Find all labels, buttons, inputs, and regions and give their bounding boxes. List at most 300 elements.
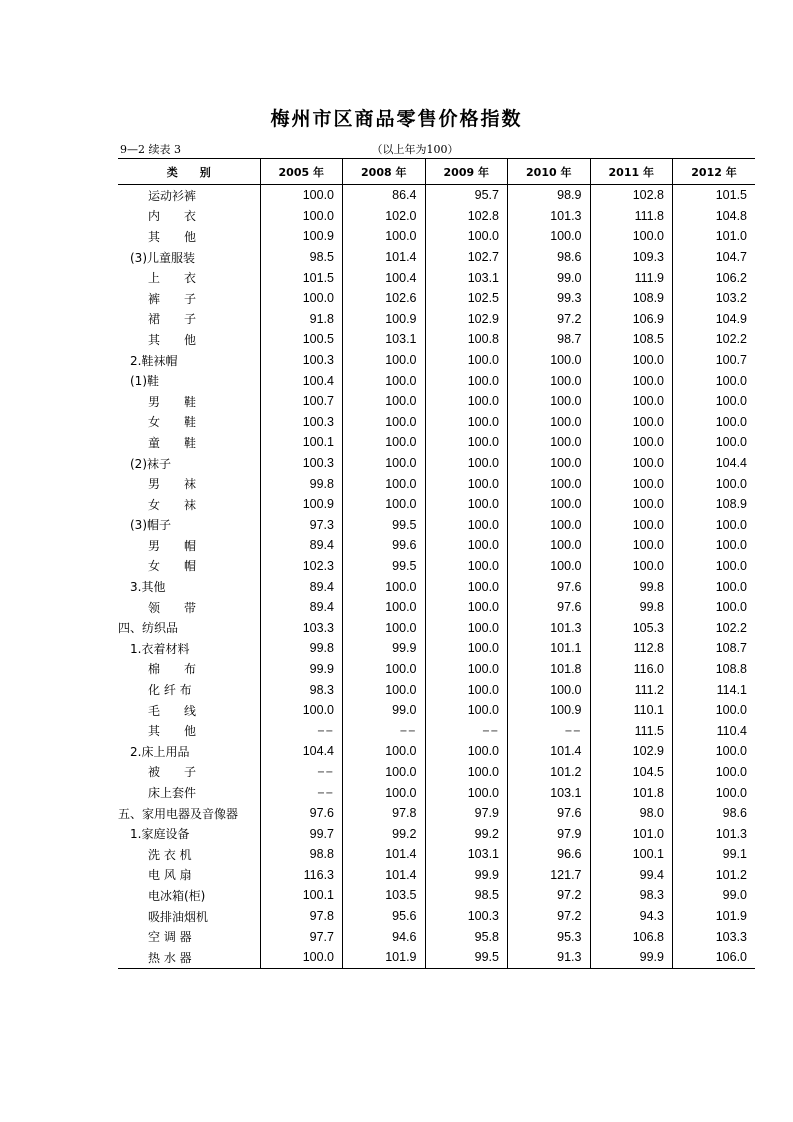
value-cell: 99.9 (343, 638, 426, 659)
table-row (118, 432, 755, 453)
value-cell: 111.5 (590, 720, 673, 741)
value-cell: 91.3 (508, 947, 591, 968)
value-cell: 100.0 (343, 762, 426, 783)
value-cell: 95.8 (425, 926, 508, 947)
value-cell: 100.0 (590, 515, 673, 536)
value-cell: 102.9 (425, 309, 508, 330)
value-cell: 100.0 (425, 370, 508, 391)
value-cell: 100.0 (673, 535, 756, 556)
value-cell: 97.3 (260, 515, 343, 536)
value-cell: 111.8 (590, 206, 673, 227)
value-cell: 102.9 (590, 741, 673, 762)
value-cell: 100.0 (425, 494, 508, 515)
value-cell: 99.5 (425, 947, 508, 968)
value-cell: 100.0 (673, 370, 756, 391)
value-cell: 99.0 (343, 700, 426, 721)
value-cell: 100.0 (425, 617, 508, 638)
value-cell: 100.0 (343, 226, 426, 247)
row-label: (1)鞋 (130, 374, 159, 389)
table-row (118, 803, 755, 824)
row-label: 2.鞋袜帽 (130, 353, 178, 368)
value-cell: 100.9 (260, 226, 343, 247)
value-cell: 100.9 (343, 309, 426, 330)
value-cell: 104.4 (260, 741, 343, 762)
value-cell: 108.9 (673, 494, 756, 515)
value-cell: 111.2 (590, 679, 673, 700)
value-cell: 100.0 (508, 494, 591, 515)
value-cell: 98.3 (590, 885, 673, 906)
value-cell: 100.3 (260, 350, 343, 371)
value-cell: 100.0 (425, 350, 508, 371)
value-cell: 99.5 (343, 515, 426, 536)
value-cell: 100.0 (590, 370, 673, 391)
row-label: 3.其他 (130, 580, 166, 595)
price-index-table (118, 158, 755, 969)
value-cell: 100.0 (673, 597, 756, 618)
value-cell: 89.4 (260, 597, 343, 618)
value-cell: 99.1 (673, 844, 756, 865)
value-cell: 100.0 (425, 515, 508, 536)
value-cell: 100.0 (343, 370, 426, 391)
table-row (118, 535, 755, 556)
value-cell: 99.2 (343, 823, 426, 844)
value-cell: 103.1 (343, 329, 426, 350)
row-label: 被 子 (148, 765, 197, 780)
value-cell: 100.0 (425, 782, 508, 803)
value-cell: 97.6 (508, 597, 591, 618)
row-label: 领 带 (148, 600, 197, 615)
value-cell: 103.1 (508, 782, 591, 803)
value-cell: 100.0 (508, 679, 591, 700)
table-row (118, 370, 755, 391)
value-cell: 100.0 (343, 473, 426, 494)
row-label: 空 调 器 (148, 930, 192, 945)
header-year: 2009 年 (425, 159, 508, 185)
value-cell: 108.8 (673, 659, 756, 680)
value-cell: 99.0 (508, 267, 591, 288)
value-cell: 100.4 (343, 267, 426, 288)
value-cell: 100.0 (425, 700, 508, 721)
value-cell: −− (260, 782, 343, 803)
value-cell: 100.0 (673, 391, 756, 412)
row-label: 1.衣着材料 (130, 641, 190, 656)
value-cell: 100.9 (508, 700, 591, 721)
header-year: 2010 年 (508, 159, 591, 185)
value-cell: 99.8 (590, 576, 673, 597)
value-cell: 111.9 (590, 267, 673, 288)
row-label: 化 纤 布 (148, 683, 192, 698)
value-cell: 112.8 (590, 638, 673, 659)
value-cell: 100.0 (260, 206, 343, 227)
row-label: 棉 布 (148, 662, 197, 677)
value-cell: 116.3 (260, 865, 343, 886)
value-cell: 99.9 (425, 865, 508, 886)
value-cell: 99.8 (260, 638, 343, 659)
row-label: 其 他 (148, 229, 197, 244)
value-cell: 97.2 (508, 309, 591, 330)
table-row (118, 185, 755, 206)
value-cell: 110.4 (673, 720, 756, 741)
row-label: (3)儿童服装 (130, 250, 195, 265)
header-year: 2012 年 (673, 159, 756, 185)
value-cell: 116.0 (590, 659, 673, 680)
value-cell: 100.7 (260, 391, 343, 412)
value-cell: 100.4 (260, 370, 343, 391)
table-row (118, 309, 755, 330)
table-row (118, 638, 755, 659)
row-label: 女 鞋 (148, 415, 197, 430)
value-cell: 99.7 (260, 823, 343, 844)
value-cell: 100.0 (508, 391, 591, 412)
value-cell: 100.0 (260, 700, 343, 721)
row-label: 上 衣 (148, 271, 197, 286)
value-cell: 103.1 (425, 267, 508, 288)
value-cell: 100.0 (343, 679, 426, 700)
value-cell: 104.4 (673, 453, 756, 474)
table-body (118, 185, 755, 969)
value-cell: −− (260, 762, 343, 783)
value-cell: 99.6 (343, 535, 426, 556)
value-cell: 98.0 (590, 803, 673, 824)
value-cell: 100.0 (425, 473, 508, 494)
row-label: (3)帽子 (130, 518, 171, 533)
row-label: 裙 子 (148, 312, 197, 327)
table-row (118, 700, 755, 721)
value-cell: 100.0 (508, 412, 591, 433)
value-cell: 100.0 (508, 473, 591, 494)
value-cell: 95.6 (343, 906, 426, 927)
value-cell: 100.0 (343, 494, 426, 515)
header-row (118, 159, 755, 185)
value-cell: 101.9 (673, 906, 756, 927)
value-cell: 100.0 (425, 535, 508, 556)
value-cell: 99.4 (590, 865, 673, 886)
table-row (118, 617, 755, 638)
value-cell: 100.0 (425, 453, 508, 474)
value-cell: 102.8 (425, 206, 508, 227)
value-cell: 121.7 (508, 865, 591, 886)
row-label: 床上套件 (148, 786, 197, 801)
value-cell: 101.4 (343, 865, 426, 886)
value-cell: 100.0 (508, 535, 591, 556)
value-cell: 100.0 (673, 432, 756, 453)
value-cell: 100.0 (590, 473, 673, 494)
table-row (118, 679, 755, 700)
table-row (118, 576, 755, 597)
row-label: 电冰箱(柜) (148, 888, 206, 903)
value-cell: 100.0 (425, 412, 508, 433)
row-label: 四、纺织品 (118, 621, 179, 636)
value-cell: 100.0 (590, 535, 673, 556)
value-cell: 100.0 (343, 391, 426, 412)
value-cell: 100.0 (508, 226, 591, 247)
value-cell: 106.2 (673, 267, 756, 288)
value-cell: 100.0 (343, 597, 426, 618)
table-row (118, 741, 755, 762)
table-row (118, 453, 755, 474)
table-row (118, 782, 755, 803)
table-row (118, 844, 755, 865)
table-row (118, 494, 755, 515)
value-cell: 100.0 (425, 741, 508, 762)
value-cell: 98.6 (673, 803, 756, 824)
value-cell: 100.0 (343, 576, 426, 597)
value-cell: 99.3 (508, 288, 591, 309)
value-cell: −− (508, 720, 591, 741)
table-row (118, 659, 755, 680)
value-cell: 101.4 (343, 247, 426, 268)
table-row (118, 391, 755, 412)
value-cell: 102.2 (673, 617, 756, 638)
value-cell: 100.0 (343, 432, 426, 453)
value-cell: 100.3 (425, 906, 508, 927)
value-cell: 100.0 (673, 741, 756, 762)
row-label: 五、家用电器及音像器 (118, 806, 239, 821)
header-year: 2005 年 (260, 159, 343, 185)
value-cell: 99.9 (260, 659, 343, 680)
value-cell: 100.0 (260, 185, 343, 206)
value-cell: 100.0 (343, 617, 426, 638)
value-cell: 99.8 (260, 473, 343, 494)
page-title: 梅州市区商品零售价格指数 (270, 108, 523, 130)
table-row (118, 350, 755, 371)
row-label: 其 他 (148, 332, 197, 347)
value-cell: 101.1 (508, 638, 591, 659)
value-cell: 103.3 (260, 617, 343, 638)
value-cell: 100.5 (260, 329, 343, 350)
value-cell: 103.2 (673, 288, 756, 309)
value-cell: 102.8 (590, 185, 673, 206)
row-label: 男 帽 (148, 538, 197, 553)
value-cell: 100.0 (343, 741, 426, 762)
value-cell: 97.9 (425, 803, 508, 824)
value-cell: 100.0 (590, 412, 673, 433)
value-cell: 100.1 (260, 885, 343, 906)
table-row (118, 247, 755, 268)
table-row (118, 885, 755, 906)
value-cell: 100.0 (343, 782, 426, 803)
row-label: 1.家庭设备 (130, 827, 190, 842)
value-cell: 100.3 (260, 412, 343, 433)
table-row (118, 947, 755, 968)
table-row (118, 762, 755, 783)
value-cell: 100.3 (260, 453, 343, 474)
table-row (118, 926, 755, 947)
value-cell: 99.9 (590, 947, 673, 968)
value-cell: 100.7 (673, 350, 756, 371)
value-cell: 100.0 (673, 782, 756, 803)
table-row (118, 865, 755, 886)
table-row (118, 556, 755, 577)
value-cell: 97.8 (343, 803, 426, 824)
value-cell: 101.4 (343, 844, 426, 865)
value-cell: 100.0 (590, 350, 673, 371)
value-cell: 100.0 (590, 432, 673, 453)
value-cell: 100.1 (590, 844, 673, 865)
value-cell: 100.0 (425, 432, 508, 453)
value-cell: 100.0 (425, 391, 508, 412)
value-cell: 96.6 (508, 844, 591, 865)
row-label: 2.床上用品 (130, 744, 190, 759)
value-cell: 103.3 (673, 926, 756, 947)
value-cell: 89.4 (260, 576, 343, 597)
value-cell: 100.0 (425, 762, 508, 783)
value-cell: 100.0 (508, 432, 591, 453)
value-cell: 100.0 (508, 515, 591, 536)
value-cell: 103.5 (343, 885, 426, 906)
value-cell: 104.8 (673, 206, 756, 227)
value-cell: 100.0 (425, 597, 508, 618)
value-cell: 100.0 (260, 947, 343, 968)
value-cell: 100.0 (673, 700, 756, 721)
table-row (118, 288, 755, 309)
value-cell: 106.8 (590, 926, 673, 947)
value-cell: 101.2 (673, 865, 756, 886)
row-label: 运动衫裤 (148, 188, 197, 203)
value-cell: 101.2 (508, 762, 591, 783)
row-label: 女 袜 (148, 497, 197, 512)
value-cell: 95.7 (425, 185, 508, 206)
table-row (118, 515, 755, 536)
value-cell: 97.9 (508, 823, 591, 844)
value-cell: 100.0 (425, 576, 508, 597)
value-cell: 97.7 (260, 926, 343, 947)
value-cell: 110.1 (590, 700, 673, 721)
value-cell: 101.3 (508, 617, 591, 638)
value-cell: 100.0 (673, 576, 756, 597)
value-cell: 100.0 (425, 659, 508, 680)
value-cell: 102.6 (343, 288, 426, 309)
value-cell: 100.0 (673, 762, 756, 783)
table-row (118, 720, 755, 741)
table-id: 9—2 续表 3 (120, 143, 181, 156)
row-label: 内 衣 (148, 209, 197, 224)
table-row (118, 267, 755, 288)
table-row (118, 823, 755, 844)
value-cell: 104.7 (673, 247, 756, 268)
value-cell: 86.4 (343, 185, 426, 206)
value-cell: 95.3 (508, 926, 591, 947)
row-label: (2)袜子 (130, 456, 171, 471)
value-cell: 100.0 (343, 350, 426, 371)
table-note: （以上年为100） (371, 143, 459, 156)
value-cell: 100.0 (673, 473, 756, 494)
header-category: 类 别 (118, 159, 260, 185)
value-cell: 100.0 (508, 370, 591, 391)
value-cell: 101.8 (508, 659, 591, 680)
value-cell: 97.6 (508, 803, 591, 824)
table-row (118, 906, 755, 927)
value-cell: 97.6 (508, 576, 591, 597)
value-cell: 98.5 (260, 247, 343, 268)
row-label: 电 风 扇 (148, 868, 192, 883)
value-cell: 94.6 (343, 926, 426, 947)
row-label: 吸排油烟机 (148, 909, 209, 924)
value-cell: 100.1 (260, 432, 343, 453)
value-cell: 100.0 (673, 556, 756, 577)
row-label: 其 他 (148, 724, 197, 739)
value-cell: 91.8 (260, 309, 343, 330)
value-cell: 101.9 (343, 947, 426, 968)
value-cell: 100.0 (590, 453, 673, 474)
value-cell: 100.0 (425, 638, 508, 659)
table-row (118, 206, 755, 227)
value-cell: 98.9 (508, 185, 591, 206)
value-cell: 101.4 (508, 741, 591, 762)
value-cell: 106.0 (673, 947, 756, 968)
value-cell: 108.7 (673, 638, 756, 659)
row-label: 男 袜 (148, 477, 197, 492)
row-label: 男 鞋 (148, 394, 197, 409)
value-cell: 105.3 (590, 617, 673, 638)
value-cell: 97.2 (508, 885, 591, 906)
table-row (118, 412, 755, 433)
value-cell: 102.2 (673, 329, 756, 350)
value-cell: 100.9 (260, 494, 343, 515)
value-cell: 100.0 (508, 556, 591, 577)
table-row (118, 473, 755, 494)
value-cell: 100.0 (508, 350, 591, 371)
value-cell: 100.0 (673, 412, 756, 433)
value-cell: −− (260, 720, 343, 741)
value-cell: 102.0 (343, 206, 426, 227)
row-label: 洗 衣 机 (148, 847, 192, 862)
value-cell: 101.3 (508, 206, 591, 227)
value-cell: 99.5 (343, 556, 426, 577)
value-cell: 100.0 (590, 494, 673, 515)
value-cell: 98.5 (425, 885, 508, 906)
value-cell: 100.0 (260, 288, 343, 309)
value-cell: 97.6 (260, 803, 343, 824)
value-cell: 103.1 (425, 844, 508, 865)
value-cell: 100.8 (425, 329, 508, 350)
value-cell: 100.0 (508, 453, 591, 474)
table-row (118, 329, 755, 350)
value-cell: 100.0 (343, 453, 426, 474)
value-cell: 104.5 (590, 762, 673, 783)
value-cell: 101.3 (673, 823, 756, 844)
value-cell: 101.0 (673, 226, 756, 247)
value-cell: 114.1 (673, 679, 756, 700)
value-cell: 100.0 (590, 226, 673, 247)
value-cell: 100.0 (590, 391, 673, 412)
value-cell: 97.8 (260, 906, 343, 927)
row-label: 热 水 器 (118, 947, 260, 968)
row-label: 童 鞋 (148, 435, 197, 450)
value-cell: 109.3 (590, 247, 673, 268)
value-cell: 98.7 (508, 329, 591, 350)
value-cell: 100.0 (590, 556, 673, 577)
row-label: 裤 子 (148, 291, 197, 306)
value-cell: 106.9 (590, 309, 673, 330)
value-cell: 101.5 (673, 185, 756, 206)
value-cell: 100.0 (343, 412, 426, 433)
value-cell: 89.4 (260, 535, 343, 556)
value-cell: 99.2 (425, 823, 508, 844)
value-cell: 98.6 (508, 247, 591, 268)
row-label: 毛 线 (148, 703, 197, 718)
header-year: 2008 年 (343, 159, 426, 185)
value-cell: 100.0 (425, 679, 508, 700)
value-cell: 102.3 (260, 556, 343, 577)
row-label: 女 帽 (148, 559, 197, 574)
value-cell: −− (343, 720, 426, 741)
value-cell: 97.2 (508, 906, 591, 927)
value-cell: −− (425, 720, 508, 741)
table-row (118, 226, 755, 247)
value-cell: 99.0 (673, 885, 756, 906)
value-cell: 98.3 (260, 679, 343, 700)
